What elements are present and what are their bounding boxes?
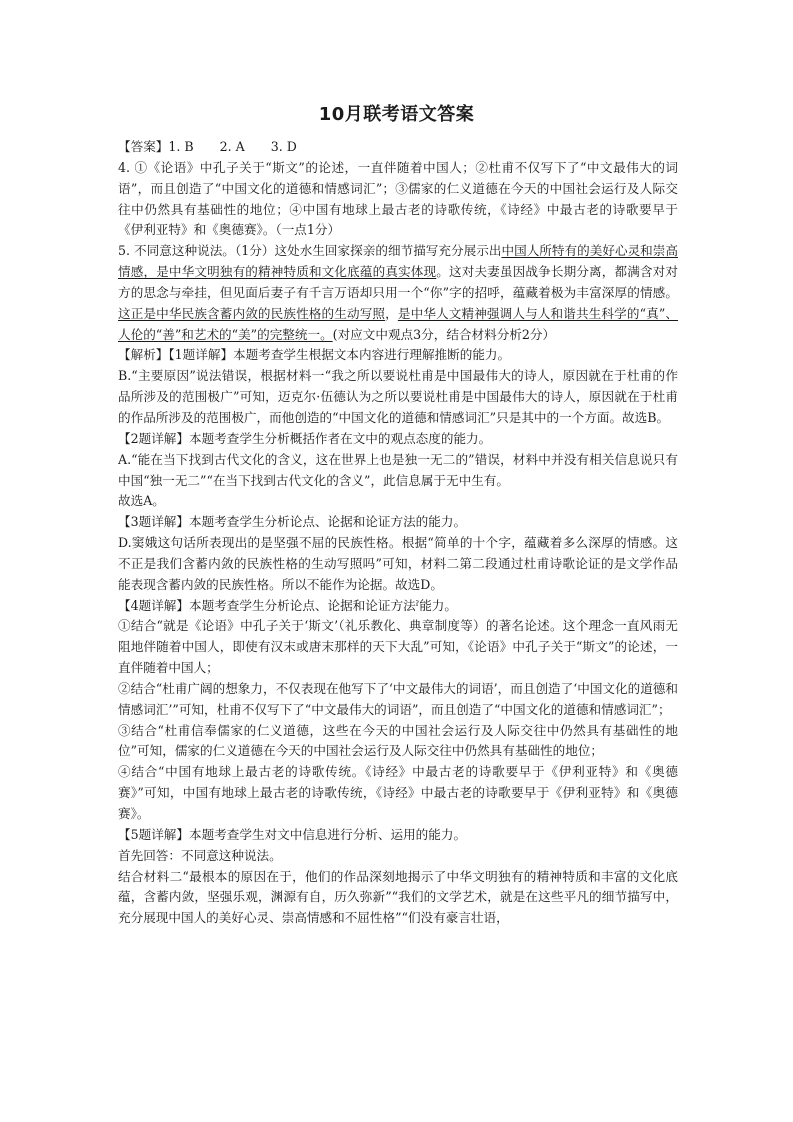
analysis-q4-point-1: ①结合“就是《论语》中孔子关于‘斯文’（礼乐教化、典章制度等）的著名论述。这个理念一直风雨无阻地伴随着中国人，即使有汉末或唐末那样的天下大乱”可知，《论语》中孔子关于“斯文”的论述，一直伴随着中国人； [118, 618, 678, 676]
underlined-text: 这正是中华民族含蓄内敛的民族性格的生动写照 [118, 305, 386, 321]
analysis-q5-body: 结合材料二“最根本的原因在于，他们的作品深刻地揭示了中华文明独有的精神特质和丰富的文化底蕴，含蓄内敛，坚强乐观，渊源有自，历久弥新”“我们的文学艺术，就是在这些平凡的细节描写中，充分展现中国人的美好心灵、崇高情感和不屈性格”“们没有豪言壮语， [118, 868, 678, 926]
underlined-text: 中国人所特有的美好心灵和崇高情感，是中华文明独有的精神特质和文化底蕴的真实体现 [118, 243, 678, 280]
analysis-q2-conclusion: 故选A。 [118, 493, 165, 509]
analysis-q2-body: A.“能在当下找到古代文化的含义，这在世界上也是独一无二的”错误，材料中并没有相关信息说只有中国“独一无二”“在当下找到古代文化的含义”，此信息属于无中生有。 [118, 451, 678, 488]
analysis-q2-heading: 【2题详解】本题考查学生分析概括作者在文中的观点态度的能力。 [118, 430, 492, 446]
underlined-text: 是中华人文精神强调人与人和谐共生科学的“真”、人伦的“善”和艺术的“美”的完整统一。 [118, 305, 679, 342]
q4-answer: 4. ①《论语》中孔子关于“斯文”的论述，一直伴随着中国人；②杜甫不仅写下了“中文最伟大的词语”，而且创造了“中国文化的道德和情感词汇”；③儒家的仁义道德在今天的中国社会运行及人际交往中仍然具有基础性的地位；④中国有地球上最古老的诗歌传统，《诗经》中最古老的诗歌要早于《伊利亚特》和《奥德赛》。（一点1分） [118, 159, 678, 238]
page-title: 10月联考语文答案 [318, 104, 475, 125]
analysis-q3-body: D.窦娥这句话所表现出的是坚强不屈的民族性格。根据“简单的十个字，蕴藏着多么深厚的情感。这不正是我们含蓄内敛的民族性格的生动写照吗”可知，材料二第二段通过杜甫诗歌论证的是文学作品能表现含蓄内敛的民族性格。所以不能作为论据。故选D。 [118, 535, 678, 592]
analysis-q3-heading: 【3题详解】本题考查学生分析论点、论据和论证方法的能力。 [118, 514, 467, 530]
analysis-q4-point-3: ③结合“杜甫信奉儒家的仁义道德，这些在今天的中国社会运行及人际交往中仍然具有基础性的地位”可知，儒家的仁义道德在今天的中国社会运行及人际交往中仍然具有基础性的地位； [118, 722, 678, 759]
analysis-q1-heading: 【解析】【1题详解】本题考查学生根据文本内容进行理解推断的能力。 [118, 347, 511, 363]
answers-line [118, 137, 678, 158]
document-body [118, 137, 678, 929]
answer-item: 1. B [168, 139, 194, 154]
q5-answer: 5. 不同意这种说法。（1分）这处水生回家探亲的细节描写充分展示出中国人所特有的美好心灵和崇高情感，是中华文明独有的精神特质和文化底蕴的真实体现。这对夫妻虽因战争长期分离，都满含对对方的思念与牵挂，但见面后妻子有千言万语却只用一个“你”字的招呼，蕴藏着极为丰富深厚的情感。这正是中华民族含蓄内敛的民族性格的生动写照，是中华人文精神强调人与人和谐共生科学的“真”、人伦的“善”和艺术的“美”的完整统一。(对应文中观点3分，结合材料分析2分） [118, 243, 679, 342]
answer-item: 3. D [270, 139, 297, 154]
answer-item: 2. A [219, 139, 245, 154]
analysis-q4-point-4: ④结合“中国有地球上最古老的诗歌传统。《诗经》中最古老的诗歌要早于《伊利亚特》和《奥德赛》”可知，中国有地球上最古老的诗歌传统，《诗经》中最古老的诗歌要早于《伊利亚特》和《奥德赛》。 [118, 764, 678, 821]
analysis-q5-first: 首先回答：不同意这种说法。 [118, 847, 282, 863]
analysis-q1-body: B.“主要原因”说法错误，根据材料一“我之所以要说杜甫是中国最伟大的诗人，原因就在于杜甫的作品所涉及的范围极广”可知，迈克尔·伍德认为之所以要说杜甫是中国最伟大的诗人，原因就在于杜甫的作品所涉及的范围极广，而他创造的“中国文化的道德和情感词汇”只是其中的一个方面。故选B。 [118, 368, 678, 425]
analysis-q5-heading: 【5题详解】本题考查学生对文中信息进行分析、运用的能力。 [118, 826, 467, 842]
analysis-q4-point-2: ②结合“杜甫广阔的想象力，不仅表现在他写下了‘中文最伟大的词语’，而且创造了‘中国文化的道德和情感词汇’”可知，杜甫不仅写下了“中文最伟大的词语”，而且创造了“中国文化的道德和情感词汇”； [118, 680, 678, 717]
answers-label: 【答案】 [118, 139, 169, 154]
analysis-q4-heading: 【4题详解】本题考查学生分析论点、论据和论证方法ˀ能力。 [118, 597, 457, 613]
